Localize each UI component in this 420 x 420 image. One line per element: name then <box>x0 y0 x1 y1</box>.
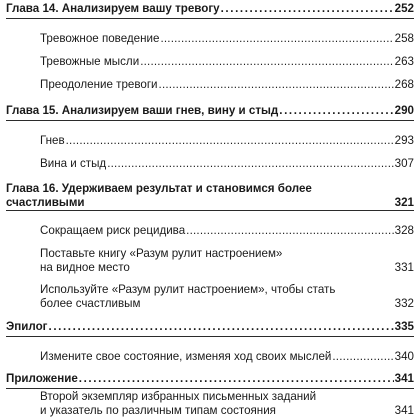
section-entry <box>40 350 414 364</box>
divider <box>6 120 414 121</box>
section-page-number: 258 <box>394 32 414 45</box>
section-entry <box>40 247 414 275</box>
epilogue-entry <box>6 320 414 334</box>
dot-leader <box>332 350 393 364</box>
dot-leader <box>140 55 393 69</box>
chapter-page-number: 341 <box>394 372 414 385</box>
chapter-title-line2: счастливыми <box>6 196 85 209</box>
section-page-number: 341 <box>394 404 414 417</box>
section-page-number: 340 <box>394 350 414 363</box>
section-page-number: 293 <box>394 134 414 147</box>
section-page-number: 263 <box>394 55 414 68</box>
dot-leader <box>79 372 394 386</box>
chapter-page-number: 252 <box>394 2 414 15</box>
section-entry <box>40 157 414 171</box>
section-entry <box>40 134 414 148</box>
dot-leader <box>221 2 394 16</box>
section-title-line2: более счастливым <box>40 297 141 310</box>
section-title: Тревожное поведение <box>40 32 160 45</box>
chapter-title: Эпилог <box>6 320 48 333</box>
section-entry <box>40 55 414 69</box>
dot-leader <box>66 134 394 148</box>
section-title-line1: Поставьте книгу «Разум рулит настроением» <box>40 247 283 260</box>
divider <box>6 210 414 211</box>
section-title: Преодоление тревоги <box>40 78 158 91</box>
section-entry <box>40 78 414 92</box>
chapter-title: Приложение <box>6 372 78 385</box>
section-title: Измените свое состояние, изменяя ход своих мыслей <box>40 350 332 363</box>
section-title-line1: Второй экземпляр избранных письменных заданий <box>40 390 317 403</box>
section-entry <box>40 390 414 418</box>
dot-leader <box>160 32 393 46</box>
section-title: Сокращаем риск рецидива <box>40 224 186 237</box>
section-title-line2: и указатель по различным типам состояния <box>40 404 276 417</box>
section-title-line2: на видное место <box>40 261 130 274</box>
chapter-16-entry <box>6 182 414 210</box>
section-page-number: 331 <box>394 261 414 274</box>
dot-leader <box>107 157 393 171</box>
chapter-title-line1: Глава 16. Удерживаем результат и становимся более <box>6 182 312 195</box>
divider <box>6 18 414 19</box>
section-title: Тревожные мысли <box>40 55 140 68</box>
chapter-title: Глава 15. Анализируем ваши гнев, вину и стыд <box>6 104 279 117</box>
chapter-15-entry <box>6 104 414 118</box>
section-entry <box>40 224 414 238</box>
chapter-title: Глава 14. Анализируем вашу тревогу <box>6 2 220 15</box>
section-page-number: 307 <box>394 157 414 170</box>
divider <box>6 336 414 337</box>
section-page-number: 332 <box>394 297 414 310</box>
section-title-line1: Используйте «Разум рулит настроением», чтобы стать <box>40 283 336 296</box>
appendix-entry <box>6 372 414 386</box>
chapter-page-number: 335 <box>394 320 414 333</box>
chapter-14-entry <box>6 2 414 16</box>
chapter-page-number: 290 <box>394 104 414 117</box>
section-title: Гнев <box>40 134 65 147</box>
dot-leader <box>279 104 393 118</box>
section-title: Вина и стыд <box>40 157 107 170</box>
dot-leader <box>186 224 393 238</box>
section-entry <box>40 32 414 46</box>
section-page-number: 268 <box>394 78 414 91</box>
dot-leader <box>49 320 394 334</box>
section-page-number: 328 <box>394 224 414 237</box>
divider <box>6 388 414 389</box>
section-entry <box>40 283 414 311</box>
chapter-page-number: 321 <box>394 196 414 209</box>
dot-leader <box>159 78 394 92</box>
